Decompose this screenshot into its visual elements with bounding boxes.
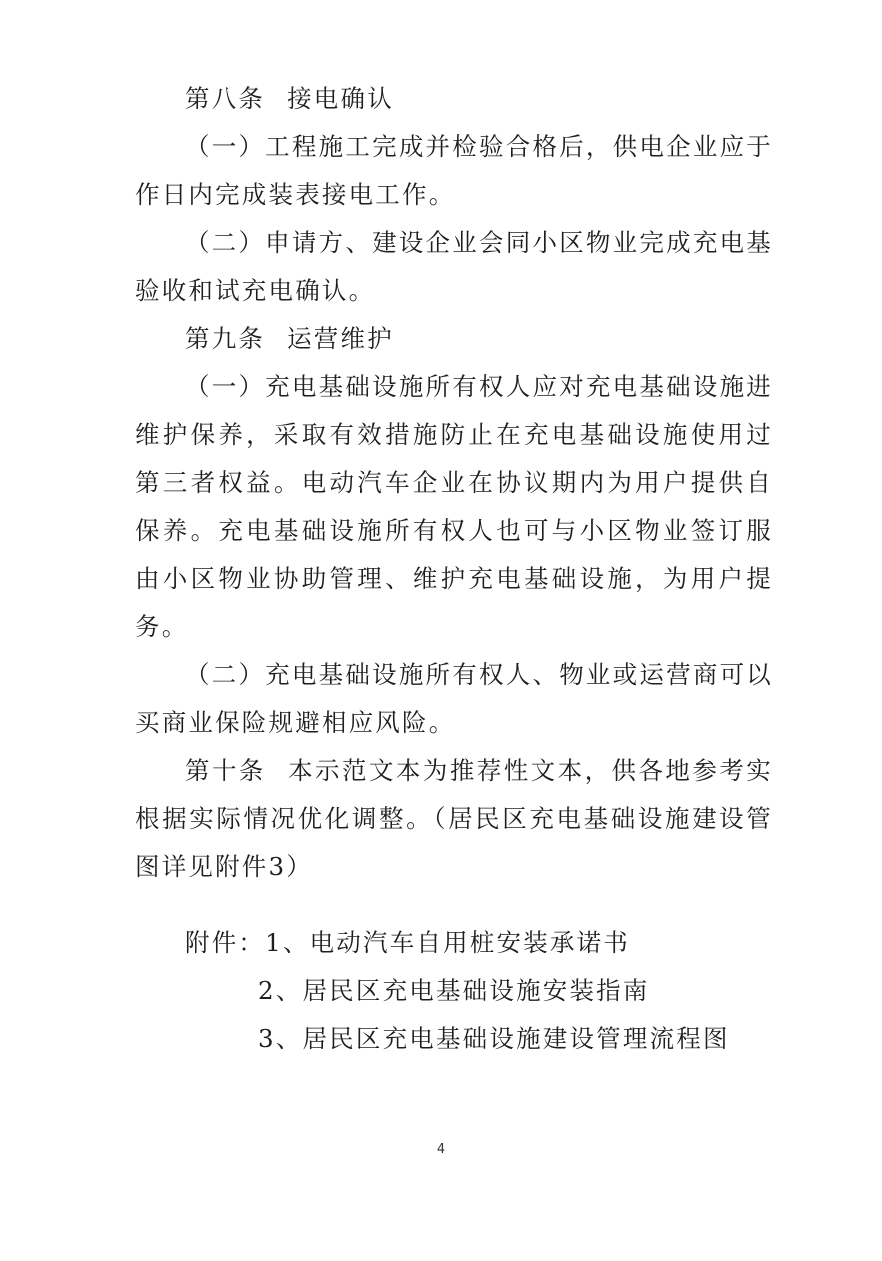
article8-heading xyxy=(185,84,825,114)
article9-heading-title: 运营维护 xyxy=(287,324,394,353)
article8-clause2-line2: 验收和试充电确认。 xyxy=(135,276,376,305)
attachment-item-3: 3、居民区充电基础设施建设管理流程图 xyxy=(258,1024,730,1053)
article10-line1-rest: 本示范文本为推荐性文本，供各地参考实 xyxy=(287,756,773,785)
page-number: 4 xyxy=(436,1142,446,1157)
article9-clause2-line2: 买商业保险规避相应风险。 xyxy=(135,708,456,737)
article9-clause1-line2: 维护保养，采取有效措施防止在充电基础设施使用过 xyxy=(135,420,773,449)
article9-clause1-line1: （一）充电基础设施所有权人应对充电基础设施进 xyxy=(185,372,773,401)
article9-clause1-line4: 保养。充电基础设施所有权人也可与小区物业签订服 xyxy=(135,516,773,545)
article8-heading-no: 第八条 xyxy=(185,84,266,113)
article9-clause1-line3: 第三者权益。电动汽车企业在协议期内为用户提供自 xyxy=(135,468,773,497)
article10-line2: 根据实际情况优化调整。（居民区充电基础设施建设管 xyxy=(135,804,773,833)
attachment-item-2: 2、居民区充电基础设施安装指南 xyxy=(258,976,650,1005)
attachments-line1 xyxy=(185,928,825,958)
attachment-item-1: 1、电动汽车自用桩安装承诺书 xyxy=(265,928,630,957)
attachments-label: 附件： xyxy=(185,928,266,957)
article8-clause1-line1: （一）工程施工完成并检验合格后，供电企业应于 xyxy=(185,132,773,161)
article9-clause1-line5: 由小区物业协助管理、维护充电基础设施，为用户提 xyxy=(135,564,773,593)
article9-clause2-line1: （二）充电基础设施所有权人、物业或运营商可以 xyxy=(185,660,773,689)
article8-heading-title: 接电确认 xyxy=(287,84,394,113)
article8-clause1-line2: 作日内完成装表接电工作。 xyxy=(135,180,456,209)
article9-clause1-line6: 务。 xyxy=(135,612,189,641)
article10-line3: 图详见附件3） xyxy=(135,852,313,881)
article10-line1 xyxy=(185,756,773,786)
article10-heading-no: 第十条 xyxy=(185,756,266,785)
article8-clause2-line1: （二）申请方、建设企业会同小区物业完成充电基 xyxy=(185,228,773,257)
article9-heading xyxy=(185,324,825,354)
article9-heading-no: 第九条 xyxy=(185,324,266,353)
